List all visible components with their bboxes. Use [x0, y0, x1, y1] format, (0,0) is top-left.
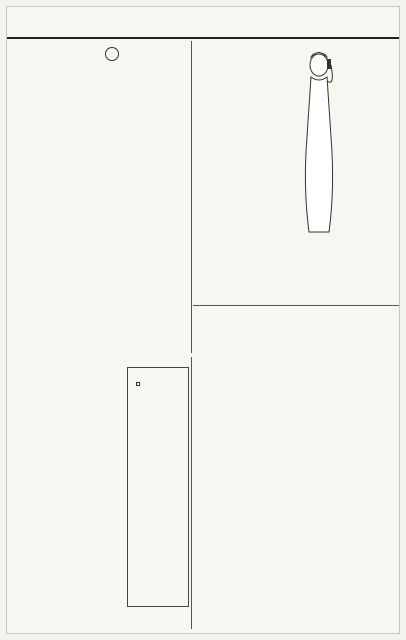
- poem-article-side-note: [7, 117, 17, 357]
- summer-article-body-cont: [197, 473, 397, 629]
- summer-article-body: [197, 311, 397, 411]
- newspaper-page: [6, 6, 400, 634]
- poem-article-body: [17, 117, 187, 357]
- series-tag: [105, 47, 121, 64]
- section-rule: [193, 305, 399, 306]
- drama-title-tag: [136, 382, 140, 386]
- woman-on-phone-illustration: [297, 47, 337, 237]
- masthead-rule: [7, 37, 399, 39]
- column-rule: [191, 41, 192, 353]
- mother-illustration: [297, 47, 337, 237]
- drama-article-body: [27, 367, 123, 567]
- column-rule-lower: [191, 357, 192, 629]
- phone-article-body: [197, 47, 293, 297]
- drama-article-box: [127, 367, 189, 607]
- left-strip-body: [9, 367, 25, 629]
- series-number: [105, 47, 119, 61]
